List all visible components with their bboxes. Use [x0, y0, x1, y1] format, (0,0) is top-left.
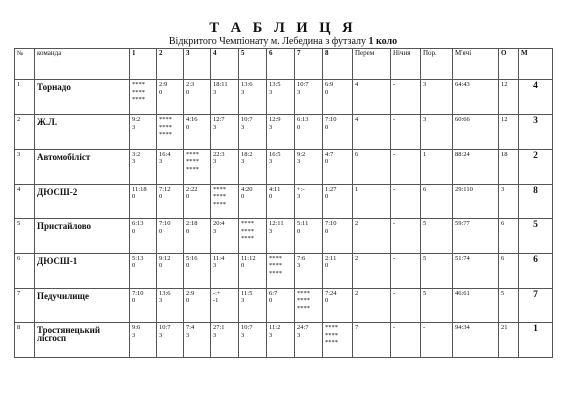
table-row [15, 80, 553, 115]
diagonal-mark: **** [325, 331, 338, 339]
match-points: 0 [186, 123, 190, 131]
team-name: ДЮСШ-2 [35, 184, 130, 219]
match-points: 3 [186, 331, 190, 339]
wins-count: 2 [353, 253, 391, 288]
match-score: 5:13 [132, 254, 144, 262]
diagonal-mark: **** [325, 339, 338, 347]
match-score: 11:5 [241, 289, 253, 297]
match-result [157, 184, 184, 219]
wins-count: 4 [353, 80, 391, 115]
header-goals: М'ячі [453, 49, 499, 80]
match-score: 1:27 [325, 185, 337, 193]
goals-ratio: 88:24 [453, 149, 499, 184]
match-score: 6:7 [269, 289, 278, 297]
final-place: 7 [519, 288, 553, 323]
match-result [267, 219, 295, 254]
match-result [323, 288, 353, 323]
match-points: 0 [269, 297, 273, 305]
match-result [211, 80, 239, 115]
header-row [15, 49, 553, 80]
match-result [267, 149, 295, 184]
match-result [267, 80, 295, 115]
match-points: 0 [241, 193, 245, 200]
row-number: 6 [15, 253, 35, 288]
diagonal-mark: **** [269, 262, 282, 270]
draws-count: - [391, 219, 421, 254]
match-result [184, 288, 211, 323]
match-result [323, 184, 353, 219]
draws-count: - [391, 115, 421, 150]
match-points: 3 [297, 158, 301, 166]
header-team: команда [35, 49, 130, 80]
match-score: 11:2 [269, 324, 281, 332]
match-result [157, 253, 184, 288]
match-score: 11:18 [132, 185, 147, 193]
standings-table [14, 48, 553, 358]
row-number: 4 [15, 184, 35, 219]
match-result [295, 219, 323, 254]
match-points: 3 [213, 262, 217, 270]
table-row [15, 323, 553, 358]
row-number: 1 [15, 80, 35, 115]
row-number: 7 [15, 288, 35, 323]
match-score: 22:3 [213, 150, 225, 158]
match-points: 0 [325, 193, 329, 200]
goals-ratio: 51:74 [453, 253, 499, 288]
match-result [295, 323, 323, 358]
match-points: 0 [186, 88, 190, 96]
team-name: Ж.Л. [35, 115, 130, 150]
page-title: Т А Б Л И Ц Я [209, 20, 357, 36]
match-result [323, 115, 353, 150]
row-number: 8 [15, 323, 35, 358]
match-points: 3 [241, 158, 245, 166]
diagonal-mark: **** [269, 254, 282, 262]
match-points: 0 [132, 297, 136, 305]
match-score: 2:9 [186, 289, 195, 297]
team-name: Педучилище [35, 288, 130, 323]
table-row [15, 115, 553, 150]
match-score: 4:7 [325, 150, 334, 158]
match-score: 12:7 [213, 116, 225, 124]
draws-count: - [391, 149, 421, 184]
match-result [184, 115, 211, 150]
match-score: 16:5 [269, 150, 281, 158]
match-points: 3 [132, 158, 136, 166]
match-score: +:- [297, 185, 305, 193]
draws-count: - [391, 184, 421, 219]
match-points: 0 [325, 297, 329, 305]
match-result [239, 115, 267, 150]
draws-count: - [391, 323, 421, 358]
match-points: 3 [159, 331, 163, 339]
match-points: 0 [159, 227, 163, 235]
diagonal-mark: **** [241, 220, 254, 228]
match-points: 0 [186, 227, 190, 235]
losses-count: 1 [421, 149, 453, 184]
match-score: 7:6 [297, 254, 306, 262]
diagonal-mark: **** [132, 96, 145, 104]
match-points: 3 [132, 123, 136, 131]
match-result [184, 149, 211, 184]
losses-count: 3 [421, 80, 453, 115]
match-result [130, 288, 157, 323]
match-result [295, 184, 323, 219]
points-total: 12 [499, 115, 519, 150]
match-score: 11:4 [213, 254, 225, 262]
match-points: 0 [159, 262, 163, 270]
team-name: Торнадо [35, 80, 130, 115]
final-place: 3 [519, 115, 553, 150]
match-score: 9:2 [132, 116, 141, 124]
match-score: 6:13 [297, 116, 309, 124]
match-score: 7:24 [325, 289, 337, 297]
match-score: 5:11 [297, 220, 309, 228]
match-result [157, 288, 184, 323]
match-result [323, 80, 353, 115]
match-result [211, 288, 239, 323]
header-place: М [519, 49, 553, 80]
row-number: 3 [15, 149, 35, 184]
points-total: 5 [499, 288, 519, 323]
match-result [323, 149, 353, 184]
wins-count: 7 [353, 323, 391, 358]
final-place: 5 [519, 219, 553, 254]
match-score: 7:10 [325, 116, 337, 124]
match-result [239, 80, 267, 115]
wins-count: 2 [353, 219, 391, 254]
subtitle-round: 1 коло [368, 36, 398, 47]
match-result [239, 288, 267, 323]
points-total: 6 [499, 219, 519, 254]
match-score: 27:1 [213, 324, 225, 332]
wins-count: 2 [353, 288, 391, 323]
match-score: 10:7 [241, 116, 253, 124]
match-points: 0 [186, 262, 190, 270]
match-score: 11:12 [241, 254, 256, 262]
points-total: 21 [499, 323, 519, 358]
match-points: 3 [269, 158, 273, 166]
match-score: 4:11 [269, 185, 281, 193]
match-points: 0 [132, 193, 136, 200]
match-result [239, 149, 267, 184]
match-score: 24:7 [297, 324, 309, 332]
match-points: 0 [325, 227, 329, 235]
team-name: Пристайлово [35, 219, 130, 254]
match-result [295, 253, 323, 288]
diagonal-mark: **** [186, 150, 199, 158]
match-points: 3 [213, 88, 217, 96]
match-result [239, 219, 267, 254]
match-result [157, 219, 184, 254]
match-score: -:+ [213, 289, 221, 297]
header-wins: Перем [353, 49, 391, 80]
match-result [130, 149, 157, 184]
match-result [267, 115, 295, 150]
header-col-2: 2 [157, 49, 184, 80]
match-score: 6:13 [132, 220, 144, 228]
final-place: 2 [519, 149, 553, 184]
goals-ratio: 46:61 [453, 288, 499, 323]
match-result [130, 80, 157, 115]
goals-ratio: 64:43 [453, 80, 499, 115]
match-result [323, 323, 353, 358]
match-points: 0 [159, 193, 163, 200]
match-points: 0 [297, 227, 301, 235]
header-col-8: 8 [323, 49, 353, 80]
match-score: 2:18 [186, 220, 198, 228]
match-points: 3 [297, 262, 301, 270]
table-row [15, 184, 553, 219]
match-score: 16:4 [159, 150, 171, 158]
match-points: 3 [241, 88, 245, 96]
table-row [15, 149, 553, 184]
header-col-3: 3 [184, 49, 211, 80]
match-score: 10:7 [159, 324, 171, 332]
match-score: 12:11 [269, 220, 284, 228]
header-losses: Пор. [421, 49, 453, 80]
match-score: 18:11 [213, 81, 228, 89]
match-score: 2:9 [159, 81, 168, 89]
match-points: -1 [213, 297, 219, 305]
header-points: О [499, 49, 519, 80]
match-points: 3 [159, 158, 163, 166]
header-col-7: 7 [295, 49, 323, 80]
diagonal-mark: **** [325, 324, 338, 332]
match-result [267, 253, 295, 288]
subtitle-text: Відкритого Чемпіонату м. Лебедина з футзалу [168, 36, 366, 47]
match-points: 3 [297, 88, 301, 96]
match-result [184, 80, 211, 115]
match-result [157, 323, 184, 358]
match-score: 6:9 [325, 81, 334, 89]
draws-count: - [391, 253, 421, 288]
diagonal-mark: **** [213, 193, 226, 200]
diagonal-mark: **** [132, 88, 145, 96]
match-points: 3 [213, 227, 217, 235]
goals-ratio: 94:34 [453, 323, 499, 358]
match-score: 7:10 [325, 220, 337, 228]
match-result [211, 115, 239, 150]
match-score: 7:10 [132, 289, 144, 297]
match-points: 3 [269, 227, 273, 235]
diagonal-mark: **** [297, 304, 310, 312]
row-number: 5 [15, 219, 35, 254]
match-points: 0 [325, 88, 329, 96]
match-points: 3 [213, 123, 217, 131]
match-result [211, 184, 239, 219]
losses-count: 5 [421, 253, 453, 288]
final-place: 8 [519, 184, 553, 219]
match-result [295, 288, 323, 323]
header-col-6: 6 [267, 49, 295, 80]
diagonal-mark: **** [186, 165, 199, 173]
draws-count: - [391, 80, 421, 115]
match-result [323, 253, 353, 288]
diagonal-mark: **** [213, 185, 226, 193]
final-place: 4 [519, 80, 553, 115]
match-result [130, 323, 157, 358]
match-result [130, 115, 157, 150]
wins-count: 1 [353, 184, 391, 219]
match-score: 13:6 [241, 81, 253, 89]
header-col-5: 5 [239, 49, 267, 80]
match-points: 0 [241, 262, 245, 270]
draws-count: - [391, 288, 421, 323]
match-result [239, 323, 267, 358]
table-row [15, 253, 553, 288]
match-result [267, 184, 295, 219]
team-name: ДЮСШ-1 [35, 253, 130, 288]
match-result [184, 323, 211, 358]
match-result [267, 288, 295, 323]
diagonal-mark: **** [132, 81, 145, 89]
diagonal-mark: **** [297, 289, 310, 297]
goals-ratio: 59:77 [453, 219, 499, 254]
losses-count: - [421, 323, 453, 358]
match-points: 3 [241, 297, 245, 305]
match-points: 0 [269, 193, 273, 200]
wins-count: 4 [353, 115, 391, 150]
match-result [267, 323, 295, 358]
match-score: 9:6 [132, 324, 141, 332]
match-result [295, 149, 323, 184]
match-result [295, 115, 323, 150]
points-total: 6 [499, 253, 519, 288]
match-result [211, 253, 239, 288]
match-score: 7:4 [186, 324, 195, 332]
match-result [130, 184, 157, 219]
match-score: 4:20 [241, 185, 253, 193]
points-total: 18 [499, 149, 519, 184]
match-points: 0 [132, 262, 136, 270]
match-score: 10:7 [241, 324, 253, 332]
diagonal-mark: **** [297, 297, 310, 305]
goals-ratio: 29:110 [453, 184, 499, 219]
diagonal-mark: **** [241, 227, 254, 235]
match-points: 3 [241, 123, 245, 131]
match-score: 13:6 [159, 289, 171, 297]
match-points: 0 [297, 123, 301, 131]
match-score: 18:2 [241, 150, 253, 158]
match-points: 0 [325, 262, 329, 270]
header-num: № [15, 49, 35, 80]
final-place: 6 [519, 253, 553, 288]
header-draws: Нічия [391, 49, 421, 80]
diagonal-mark: **** [159, 116, 172, 124]
match-score: 7:12 [159, 185, 171, 193]
goals-ratio: 60:66 [453, 115, 499, 150]
match-result [157, 115, 184, 150]
diagonal-mark: **** [241, 235, 254, 243]
match-points: 3 [132, 331, 136, 339]
match-score: 9:2 [297, 150, 306, 158]
page-subtitle [0, 36, 566, 48]
points-total: 12 [499, 80, 519, 115]
match-points: 3 [213, 331, 217, 339]
table-row [15, 219, 553, 254]
match-result [295, 80, 323, 115]
match-result [130, 219, 157, 254]
match-result [239, 184, 267, 219]
team-name: Автомобіліст [35, 149, 130, 184]
match-score: 2:11 [325, 254, 337, 262]
match-score: 3:2 [132, 150, 141, 158]
match-score: 20:4 [213, 220, 225, 228]
match-result [130, 253, 157, 288]
diagonal-mark: **** [213, 200, 226, 208]
team-name: Тростянецький лісгосп [35, 323, 130, 358]
row-number: 2 [15, 115, 35, 150]
losses-count: 3 [421, 115, 453, 150]
match-points: 3 [297, 193, 301, 200]
losses-count: 5 [421, 288, 453, 323]
match-result [184, 253, 211, 288]
match-points: 3 [269, 331, 273, 339]
table-row [15, 288, 553, 323]
match-points: 0 [186, 297, 190, 305]
match-result [211, 323, 239, 358]
match-result [239, 253, 267, 288]
match-points: 3 [213, 158, 217, 166]
match-points: 0 [132, 227, 136, 235]
match-result [184, 184, 211, 219]
match-result [157, 80, 184, 115]
match-result [211, 149, 239, 184]
match-score: 4:16 [186, 116, 198, 124]
losses-count: 6 [421, 184, 453, 219]
match-points: 3 [159, 297, 163, 305]
match-points: 3 [297, 331, 301, 339]
match-points: 0 [325, 158, 329, 166]
match-result [211, 219, 239, 254]
match-points: 0 [159, 88, 163, 96]
match-result [184, 219, 211, 254]
match-points: 3 [269, 88, 273, 96]
diagonal-mark: **** [186, 158, 199, 166]
match-score: 10:7 [297, 81, 309, 89]
match-result [157, 149, 184, 184]
match-score: 7:10 [159, 220, 171, 228]
match-result [323, 219, 353, 254]
header-col-4: 4 [211, 49, 239, 80]
match-points: 0 [186, 193, 190, 200]
final-place: 1 [519, 323, 553, 358]
match-points: 3 [269, 123, 273, 131]
points-total: 3 [499, 184, 519, 219]
match-score: 13:5 [269, 81, 281, 89]
match-score: 9:12 [159, 254, 171, 262]
match-score: 2:3 [186, 81, 195, 89]
match-score: 2:22 [186, 185, 198, 193]
match-points: 3 [241, 331, 245, 339]
match-score: 12:9 [269, 116, 281, 124]
diagonal-mark: **** [269, 269, 282, 277]
match-score: 5:16 [186, 254, 198, 262]
wins-count: 6 [353, 149, 391, 184]
diagonal-mark: **** [159, 131, 172, 139]
losses-count: 5 [421, 219, 453, 254]
header-col-1: 1 [130, 49, 157, 80]
diagonal-mark: **** [159, 123, 172, 131]
match-points: 0 [325, 123, 329, 131]
